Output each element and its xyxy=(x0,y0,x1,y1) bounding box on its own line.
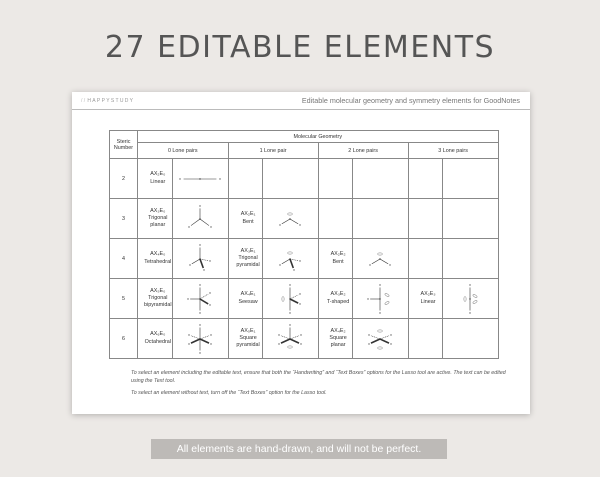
central-atom xyxy=(469,298,470,299)
geometry-formula: AX₄E₀ xyxy=(150,251,166,258)
atom-label: x xyxy=(188,332,190,337)
molecule-drawing-cell[interactable] xyxy=(172,239,228,279)
molecule-drawing-cell[interactable] xyxy=(352,239,408,279)
central-atom xyxy=(379,258,380,259)
t-shaped-molecule-icon xyxy=(354,280,406,318)
central-atom xyxy=(379,298,380,299)
central-atom xyxy=(289,298,290,299)
atom-label: x xyxy=(389,262,391,267)
atom-label: x xyxy=(188,224,190,229)
atom-label: x xyxy=(299,291,301,296)
geometry-rows xyxy=(110,159,499,359)
bent-molecule-icon xyxy=(354,240,406,278)
geometry-formula: AX₆E₀ xyxy=(150,331,166,338)
molecular-geometry-header: Molecular Geometry xyxy=(138,131,499,143)
square-planar-molecule-icon xyxy=(354,320,406,358)
central-atom xyxy=(199,218,200,219)
geometry-label-cell[interactable] xyxy=(138,279,173,319)
table-row xyxy=(110,239,499,279)
empty-cell xyxy=(352,199,408,239)
atom-label: x xyxy=(390,341,392,346)
lone-pair-icon xyxy=(378,329,383,331)
geometry-formula: AX₄E₁ xyxy=(240,291,256,298)
geometry-label-cell[interactable] xyxy=(228,279,262,319)
geometry-label-cell[interactable] xyxy=(318,239,352,279)
atom-label: x xyxy=(279,222,281,227)
central-atom xyxy=(199,298,200,299)
geometry-formula: AX₃E₁ xyxy=(240,247,256,254)
steric-number: 5 xyxy=(110,279,138,319)
molecule-drawing-cell[interactable] xyxy=(352,319,408,359)
instruction-text-boxes: To select an element including the editable text, ensure that both the “Handwriting” and “Text Boxes” options for the Lasso tool are active. The text can be edited using the Text tool. xyxy=(131,370,506,384)
atom-label: x xyxy=(199,282,201,287)
geometry-name: Seesaw xyxy=(238,298,258,305)
central-atom xyxy=(199,178,200,179)
central-atom xyxy=(199,258,200,259)
empty-cell xyxy=(408,159,442,199)
atom-label: x xyxy=(368,341,370,346)
lone-pair-icon xyxy=(282,296,284,301)
lone-pair-icon xyxy=(472,299,477,303)
central-atom xyxy=(379,338,380,339)
geometry-formula: AX₃E₂ xyxy=(330,291,346,298)
lone-pair-icon xyxy=(384,300,389,304)
worksheet-page xyxy=(72,92,530,414)
geometry-label-cell[interactable] xyxy=(138,199,173,239)
geometry-name: T-shaped xyxy=(326,298,350,305)
atom-label: x xyxy=(369,262,371,267)
atom-label: x xyxy=(219,176,221,181)
atom-label: x xyxy=(209,290,211,295)
atom-label: x xyxy=(209,302,211,307)
lone-pair-icon xyxy=(378,252,383,254)
atom-label: x xyxy=(289,310,291,315)
instructions xyxy=(131,370,511,403)
geometry-name: Tetrahedral xyxy=(144,258,172,265)
atom-label: x xyxy=(199,242,201,247)
square-pyramidal-molecule-icon xyxy=(264,320,316,358)
atom-label: x xyxy=(390,332,392,337)
geometry-label-cell[interactable] xyxy=(138,159,173,199)
geometry-label-cell[interactable] xyxy=(318,319,352,359)
geometry-name: Square pyramidal xyxy=(236,334,260,349)
empty-cell xyxy=(442,319,498,359)
molecule-drawing-cell[interactable] xyxy=(442,279,498,319)
molecule-drawing-cell[interactable] xyxy=(172,319,228,359)
atom-label: x xyxy=(279,262,281,267)
atom-label: x xyxy=(188,341,190,346)
lone-pairs-header-3: 3 Lone pairs xyxy=(408,143,498,159)
table-row xyxy=(110,319,499,359)
geometry-label-cell[interactable] xyxy=(228,239,262,279)
empty-cell xyxy=(228,159,262,199)
atom-label: x xyxy=(199,203,201,208)
headline: 27 EDITABLE ELEMENTS xyxy=(104,30,496,65)
atom-label: x xyxy=(210,332,212,337)
geometry-formula: AX₂E₀ xyxy=(150,171,166,178)
steric-number: 4 xyxy=(110,239,138,279)
geometry-label-cell[interactable] xyxy=(318,279,352,319)
empty-cell xyxy=(442,239,498,279)
atom-label: x xyxy=(379,282,381,287)
empty-cell xyxy=(318,199,352,239)
geometry-label-cell[interactable] xyxy=(228,319,262,359)
central-atom xyxy=(289,218,290,219)
lone-pair-icon xyxy=(378,346,383,348)
brand-name: HAPPYSTUDY xyxy=(87,98,135,104)
lone-pair-icon xyxy=(384,292,389,296)
atom-label: x xyxy=(299,222,301,227)
atom-label: x xyxy=(300,332,302,337)
geometry-name: Square planar xyxy=(329,334,347,349)
atom-label: x xyxy=(469,282,471,287)
molecular-geometry-table xyxy=(109,130,499,359)
lone-pairs-header-2: 2 Lone pairs xyxy=(318,143,408,159)
geometry-name: Bent xyxy=(242,218,254,225)
molecule-drawing-cell[interactable] xyxy=(262,199,318,239)
atom-label: x xyxy=(299,258,301,263)
empty-cell xyxy=(262,159,318,199)
brand-logo xyxy=(81,98,134,104)
geometry-name: Trigonal pyramidal xyxy=(236,254,260,269)
empty-cell xyxy=(408,199,442,239)
lone-pairs-header-1: 1 Lone pair xyxy=(228,143,318,159)
atom-label: x xyxy=(210,341,212,346)
empty-cell xyxy=(408,319,442,359)
geometry-name: Bent xyxy=(332,258,344,265)
lone-pair-icon xyxy=(288,251,293,253)
atom-label: x xyxy=(293,267,295,272)
atom-label: x xyxy=(209,258,211,263)
seesaw-molecule-icon xyxy=(264,280,316,318)
central-atom xyxy=(289,258,290,259)
molecule-drawing-cell[interactable] xyxy=(172,159,228,199)
table-row xyxy=(110,159,499,199)
brand-slash-icon: // xyxy=(81,98,87,104)
atom-label: x xyxy=(187,296,189,301)
geometry-name: Trigonal planar xyxy=(148,214,168,229)
geometry-label-cell[interactable] xyxy=(138,239,173,279)
empty-cell xyxy=(352,159,408,199)
steric-number-header: Steric Number xyxy=(110,131,138,159)
lone-pairs-header-0: 0 Lone pairs xyxy=(138,143,229,159)
linear-vertical-molecule-icon xyxy=(444,280,496,318)
molecule-drawing-cell[interactable] xyxy=(262,279,318,319)
atom-label: x xyxy=(210,224,212,229)
atom-label: x xyxy=(368,332,370,337)
table-row xyxy=(110,279,499,319)
atom-label: x xyxy=(203,267,205,272)
geometry-name: Octahedral xyxy=(144,338,171,345)
table-row xyxy=(110,199,499,239)
atom-label: x xyxy=(469,310,471,315)
empty-cell xyxy=(442,199,498,239)
atom-label: x xyxy=(278,341,280,346)
lone-pair-icon xyxy=(288,212,293,214)
trigonal-bipyramidal-molecule-icon xyxy=(174,280,226,318)
trigonal-pyramidal-molecule-icon xyxy=(264,240,316,278)
central-atom xyxy=(289,338,290,339)
molecule-drawing-cell[interactable] xyxy=(172,199,228,239)
molecule-drawing-cell[interactable] xyxy=(352,279,408,319)
steric-number: 3 xyxy=(110,199,138,239)
geometry-label-cell[interactable] xyxy=(228,199,262,239)
geometry-label-cell[interactable] xyxy=(408,279,442,319)
geometry-name: Linear xyxy=(150,178,166,185)
empty-cell xyxy=(442,159,498,199)
geometry-formula: AX₅E₀ xyxy=(150,287,166,294)
atom-label: x xyxy=(300,341,302,346)
atom-label: x xyxy=(367,296,369,301)
trigonal-planar-molecule-icon xyxy=(174,200,226,238)
empty-cell xyxy=(318,159,352,199)
geometry-label-cell[interactable] xyxy=(138,319,173,359)
lone-pair-icon xyxy=(472,293,477,297)
linear-molecule-icon xyxy=(174,160,226,198)
atom-label: x xyxy=(289,322,291,327)
geometry-name: Linear xyxy=(420,298,436,305)
bent-molecule-icon xyxy=(264,200,316,238)
atom-label: x xyxy=(189,262,191,267)
atom-label: x xyxy=(299,301,301,306)
geometry-name: Trigonal bipyramidal xyxy=(144,294,172,309)
atom-label: x xyxy=(379,310,381,315)
steric-number: 6 xyxy=(110,319,138,359)
lone-pair-icon xyxy=(288,345,293,347)
steric-number: 2 xyxy=(110,159,138,199)
geometry-formula: AX₄E₂ xyxy=(330,327,346,334)
central-atom xyxy=(199,338,200,339)
molecule-drawing-cell[interactable] xyxy=(172,279,228,319)
geometry-formula: AX₃E₀ xyxy=(150,207,166,214)
sheet-title: Editable molecular geometry and symmetry elements for GoodNotes xyxy=(301,96,520,105)
atom-label: x xyxy=(199,310,201,315)
caption-banner: All elements are hand-drawn, and will not be perfect. xyxy=(151,439,447,459)
octahedral-molecule-icon xyxy=(174,320,226,358)
geometry-formula: AX₂E₃ xyxy=(420,291,436,298)
atom-label: x xyxy=(289,282,291,287)
atom-label: x xyxy=(199,322,201,327)
sheet-header xyxy=(72,92,530,110)
molecule-drawing-cell[interactable] xyxy=(262,239,318,279)
molecule-drawing-cell[interactable] xyxy=(262,319,318,359)
geometry-formula: AX₅E₁ xyxy=(240,327,256,334)
geometry-formula: AX₂E₁ xyxy=(240,211,256,218)
atom-label: x xyxy=(179,176,181,181)
instruction-no-text: To select an element without text, turn off the “Text Boxes” option for the Lasso tool. xyxy=(131,390,327,397)
tetrahedral-molecule-icon xyxy=(174,240,226,278)
empty-cell xyxy=(408,239,442,279)
geometry-formula: AX₂E₂ xyxy=(330,251,346,258)
atom-label: x xyxy=(199,350,201,355)
atom-label: x xyxy=(278,332,280,337)
lone-pair-icon xyxy=(464,296,466,301)
